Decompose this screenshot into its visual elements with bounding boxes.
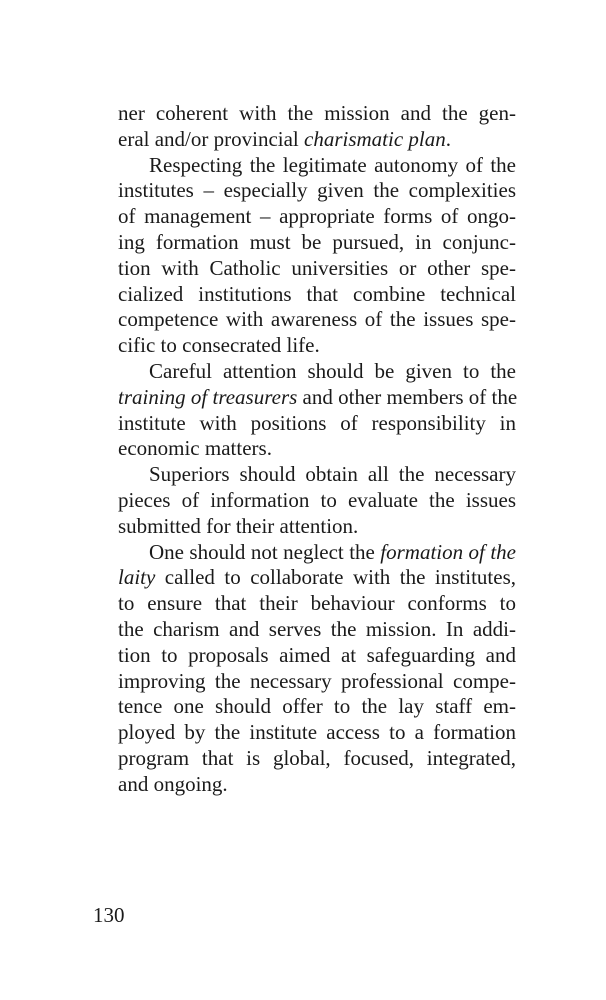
text-line [118, 127, 516, 153]
text-line [118, 514, 516, 540]
text-segment: economic matters. [118, 436, 272, 461]
text-segment: ployed by the institute access to a formation [118, 720, 516, 745]
text-segment: One should not neglect the [149, 539, 381, 564]
text-segment: cific to consecrated life. [118, 333, 320, 358]
text-line [118, 307, 516, 333]
text-segment: eral and/or provincial [118, 126, 305, 151]
italic-text: formation of the [380, 539, 516, 564]
paragraph [118, 359, 516, 462]
text-line [118, 488, 516, 514]
text-line [118, 694, 516, 720]
text-segment: competence with awareness of the issues spe- [118, 307, 516, 332]
paragraph [118, 540, 516, 798]
text-line [118, 643, 516, 669]
text-segment: institute with positions of responsibility in [118, 410, 516, 435]
text-line [118, 746, 516, 772]
text-line [118, 772, 516, 798]
text-line [118, 359, 516, 385]
text-line [118, 617, 516, 643]
text-line [118, 230, 516, 256]
text-segment: to ensure that their behaviour conforms to [118, 591, 516, 616]
text-line [118, 101, 516, 127]
text-line [118, 669, 516, 695]
text-line [118, 720, 516, 746]
italic-text: laity [118, 565, 156, 590]
text-segment: called to collaborate with the institutes, [155, 565, 516, 590]
text-segment: ing formation must be pursued, in conjunc- [118, 229, 516, 254]
text-line [118, 411, 516, 437]
italic-text: training of treasurers [118, 384, 298, 409]
body-text [118, 101, 516, 798]
text-line [118, 333, 516, 359]
text-segment: ner coherent with the mission and the gen- [118, 101, 516, 125]
text-line [118, 178, 516, 204]
text-line [118, 540, 516, 566]
text-line [118, 436, 516, 462]
text-segment: Superiors should obtain all the necessary [149, 462, 516, 487]
text-line [118, 591, 516, 617]
text-segment: cialized institutions that combine technical [118, 281, 516, 306]
paragraph [118, 101, 516, 153]
text-segment: Careful attention should be given to the [149, 358, 516, 383]
text-segment: and ongoing. [118, 771, 228, 796]
text-segment: pieces of information to evaluate the issues [118, 487, 516, 512]
text-segment: . [445, 126, 452, 151]
text-line [118, 153, 516, 179]
text-segment: program that is global, focused, integrated, [118, 745, 516, 770]
text-line [118, 256, 516, 282]
text-line [118, 204, 516, 230]
paragraph [118, 462, 516, 539]
text-segment: submitted for their attention. [118, 513, 359, 538]
text-line [118, 565, 516, 591]
text-segment: Respecting the legitimate autonomy of the [149, 152, 516, 177]
paragraph [118, 153, 516, 359]
text-segment: tion to proposals aimed at safeguarding and [118, 642, 516, 667]
text-segment: improving the necessary professional compe- [118, 668, 516, 693]
page-number: 130 [93, 903, 125, 927]
text-segment: of management – appropriate forms of ongo- [118, 204, 516, 229]
text-line [118, 462, 516, 488]
text-segment: institutes – especially given the complexities [118, 178, 516, 203]
text-segment: tence one should offer to the lay staff em- [118, 694, 516, 719]
text-line [118, 385, 516, 411]
text-segment: the charism and serves the mission. In addi- [118, 616, 516, 641]
text-line [118, 282, 516, 308]
text-segment: tion with Catholic universities or other spe- [118, 255, 516, 280]
italic-text: charismatic plan [304, 126, 446, 151]
text-segment: and other members of the [297, 384, 518, 409]
